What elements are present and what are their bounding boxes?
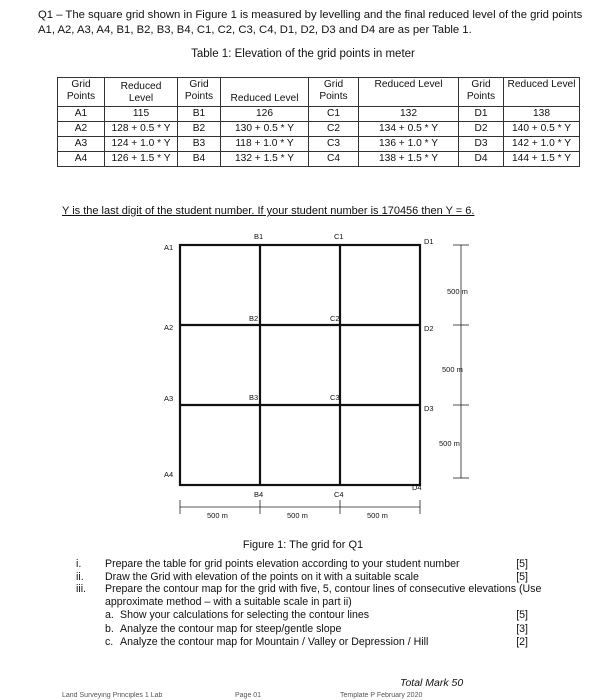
task-item (70, 558, 590, 571)
table-cell: D2 (459, 122, 504, 137)
table-cell: 126 (221, 107, 309, 122)
task-item (70, 571, 590, 584)
task-text: Draw the Grid with elevation of the points on it with a suitable scale (105, 570, 419, 583)
label-C4: C4 (334, 490, 344, 499)
col-header: Grid Points (459, 78, 504, 107)
table-cell: D3 (459, 137, 504, 152)
table-cell: 126 + 1.5 * Y (105, 152, 178, 167)
col-header: Grid Points (178, 78, 221, 107)
table-cell: 128 + 0.5 * Y (105, 122, 178, 137)
table-cell: B2 (178, 122, 221, 137)
task-item (70, 583, 590, 608)
table-cell: D1 (459, 107, 504, 122)
task-marks: [5] (516, 558, 528, 570)
footer-page: Page 01 (235, 692, 262, 699)
dimension-label: 500 m (287, 511, 308, 520)
label-D4: D4 (412, 483, 422, 492)
dimension-label: 500 m (367, 511, 388, 520)
note-text: Y is the last digit of the student number. If your student number is 170456 then Y = 6. (62, 205, 475, 217)
footer-template: Template P February 2020 (340, 692, 423, 699)
table-header-row (58, 78, 580, 107)
table-row (58, 122, 580, 137)
subtask-marks: [5] (516, 609, 528, 621)
table-cell: 115 (105, 107, 178, 122)
label-B3: B3 (249, 393, 259, 402)
subtask-number: a. (105, 609, 114, 621)
table-cell: 140 + 0.5 * Y (504, 122, 580, 137)
label-D2: D2 (424, 324, 434, 333)
table-cell: 132 (359, 107, 459, 122)
col-header: Grid Points (58, 78, 105, 107)
subtask-item (70, 623, 590, 636)
label-A4: A4 (164, 470, 174, 479)
grid-border (180, 245, 420, 485)
elevation-table (57, 77, 580, 167)
col-header: Reduced Level (504, 78, 580, 107)
table-cell: 144 + 1.5 * Y (504, 152, 580, 167)
table-cell: A1 (58, 107, 105, 122)
table-row (58, 107, 580, 122)
table-caption: Table 1: Elevation of the grid points in meter (191, 48, 415, 60)
label-B4: B4 (254, 490, 264, 499)
subtask-text: Analyze the contour map for Mountain / Valley or Depression / Hill (120, 636, 429, 648)
task-number: ii. (76, 570, 84, 583)
col-header: Reduced Level (359, 78, 459, 107)
label-B2: B2 (249, 314, 259, 323)
label-A2: A2 (164, 323, 174, 332)
subtask-marks: [2] (516, 636, 528, 648)
table-cell: C2 (309, 122, 359, 137)
total-mark: Total Mark 50 (400, 677, 464, 689)
subtask-marks: [3] (516, 622, 528, 635)
dimension-label: 500 m (207, 511, 228, 520)
subtask-text: Analyze the contour map for steep/gentle slope (120, 622, 342, 635)
dimension-label: 500 m (447, 287, 468, 296)
question-text: Q1 – The square grid shown in Figure 1 is measured by levelling and the final reduced level of the grid points A1, A2, A3, A4, B1, B2, B3, B4, C1, C2, C3, C4, D1, D2, D3 and D4 are as per Table 1. (38, 9, 583, 36)
dimension-label: 500 m (439, 439, 460, 448)
table-cell: 136 + 1.0 * Y (359, 137, 459, 152)
table-cell: 132 + 1.5 * Y (221, 152, 309, 167)
table-cell: C1 (309, 107, 359, 122)
table-cell: B4 (178, 152, 221, 167)
table-cell: 138 (504, 107, 580, 122)
table-row (58, 137, 580, 152)
task-number: iii. (76, 583, 87, 595)
subtask-number: b. (105, 622, 114, 635)
label-D1: D1 (424, 237, 434, 246)
table-cell: A2 (58, 122, 105, 137)
grid-figure (150, 228, 480, 528)
label-C2: C2 (330, 314, 340, 323)
col-header: Grid Points (309, 78, 359, 107)
table-cell: B3 (178, 137, 221, 152)
label-C3: C3 (330, 393, 340, 402)
label-C1: C1 (334, 232, 344, 241)
figure-caption: Figure 1: The grid for Q1 (242, 539, 364, 551)
table-cell: A3 (58, 137, 105, 152)
subtask-text: Show your calculations for selecting the contour lines (120, 609, 370, 621)
task-text: Prepare the table for grid points elevation according to your student number (105, 558, 460, 570)
table-cell: 138 + 1.5 * Y (359, 152, 459, 167)
table-cell: 130 + 0.5 * Y (221, 122, 309, 137)
task-marks: [5] (516, 570, 528, 583)
dimension-label: 500 m (442, 365, 463, 374)
student-number-note (62, 205, 474, 217)
col-header: Reduced Level (221, 78, 309, 107)
label-D3: D3 (424, 404, 434, 413)
label-A1: A1 (164, 243, 174, 252)
table-cell: 118 + 1.0 * Y (221, 137, 309, 152)
subtask-item (70, 609, 590, 622)
table-cell: 142 + 1.0 * Y (504, 137, 580, 152)
page-footer (0, 692, 606, 700)
table-cell: C3 (309, 137, 359, 152)
table-row (58, 152, 580, 167)
table-cell: D4 (459, 152, 504, 167)
table-cell: B1 (178, 107, 221, 122)
table-cell: A4 (58, 152, 105, 167)
label-B1: B1 (254, 232, 264, 241)
footer-course: Land Surveying Principles 1 Lab (62, 692, 163, 699)
col-header: Reduced Level (105, 78, 178, 107)
table-cell: C4 (309, 152, 359, 167)
table-cell: 134 + 0.5 * Y (359, 122, 459, 137)
subtask-number: c. (105, 636, 114, 648)
task-number: i. (76, 558, 82, 570)
label-A3: A3 (164, 394, 174, 403)
task-text: Prepare the contour map for the grid with five, 5, contour lines of consecutive elevations (Use approximate method – with a suitable scale in part ii) (105, 583, 542, 608)
table-cell: 124 + 1.0 * Y (105, 137, 178, 152)
task-list (70, 558, 590, 649)
subtask-item (70, 636, 590, 649)
